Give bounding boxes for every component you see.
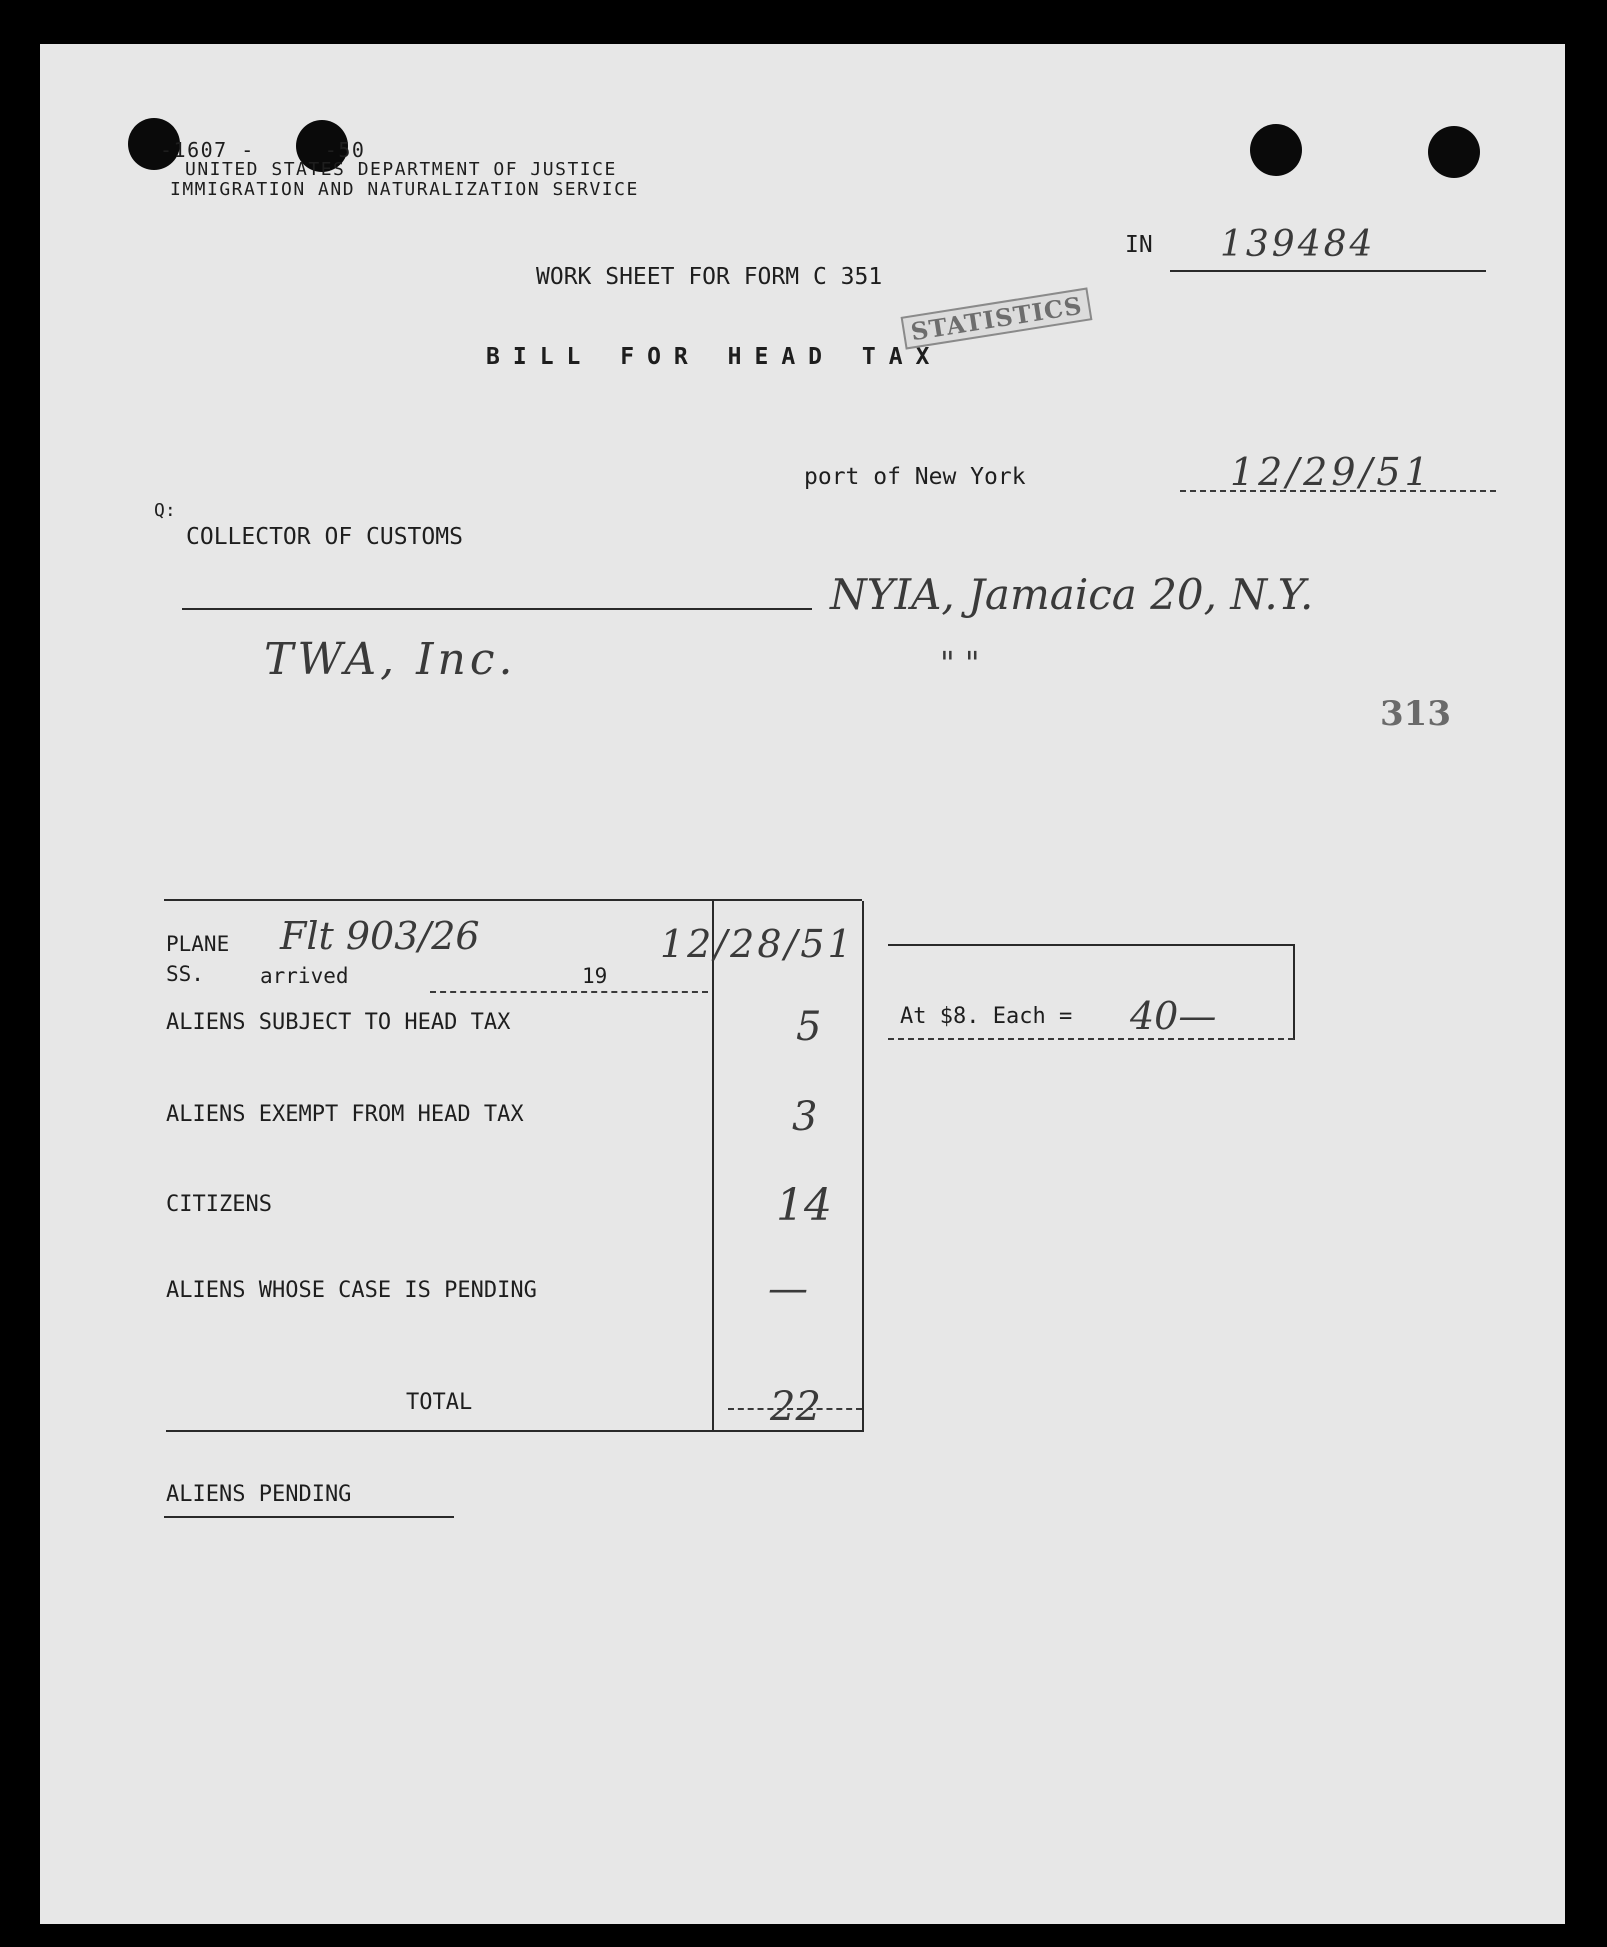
document-page (40, 44, 1565, 1924)
row-value-subject: 5 (796, 1004, 822, 1050)
year-prefix: 19 (582, 964, 608, 988)
addressee: COLLECTOR OF CUSTOMS (186, 524, 463, 550)
page-number: 313 (1380, 694, 1451, 734)
date-underline (1180, 490, 1496, 492)
rate-amount: 40— (1130, 994, 1217, 1038)
serial-number: 139484 (1220, 224, 1376, 265)
ss-label: SS. (166, 962, 204, 986)
serial-prefix: IN (1125, 232, 1153, 258)
row-label-exempt: ALIENS EXEMPT FROM HEAD TAX (166, 1102, 524, 1127)
form-ref-suffix: -50 (324, 138, 366, 162)
row-label-pending: ALIENS WHOSE CASE IS PENDING (166, 1278, 537, 1303)
ditto-marks: " " (940, 644, 980, 682)
arrival-date: 12/28/51 (660, 922, 855, 966)
table-right-edge (862, 901, 864, 1431)
form-reference (160, 140, 365, 160)
plane-label: PLANE (166, 932, 230, 956)
aliens-pending-label: ALIENS PENDING (166, 1482, 352, 1507)
port-label: port of New York (804, 464, 1026, 490)
punch-hole-right-2 (1428, 126, 1480, 178)
to-label: Q: (154, 500, 176, 521)
agency-line-2: IMMIGRATION AND NATURALIZATION SERVICE (170, 179, 639, 200)
rate-box-right (1293, 944, 1295, 1040)
rate-box-bottom (888, 1038, 1294, 1040)
customs-location: NYIA, Jamaica 20, N.Y. (830, 570, 1314, 619)
table-divider (712, 901, 714, 1431)
statistics-stamp: STATISTICS (901, 287, 1093, 349)
table-bottom-rule (166, 1430, 864, 1432)
rate-box-top (888, 944, 1294, 946)
serial-underline (1170, 270, 1486, 272)
total-label: TOTAL (406, 1390, 473, 1415)
arrived-label: arrived (260, 964, 349, 988)
rate-label: At $8. Each = (900, 1004, 1073, 1029)
arrival-underline (430, 991, 708, 993)
table-top-rule (164, 899, 862, 901)
punch-hole-right-1 (1250, 124, 1302, 176)
agency-line-1: UNITED STATES DEPARTMENT OF JUSTICE (185, 159, 617, 180)
aliens-pending-underline (164, 1516, 454, 1518)
bill-date: 12/29/51 (1230, 450, 1433, 494)
bill-title: BILL FOR HEAD TAX (486, 344, 943, 370)
row-value-pending: — (768, 1266, 808, 1312)
total-value: 22 (770, 1384, 821, 1430)
form-ref-fragment: -1607 - (160, 138, 255, 162)
row-value-exempt: 3 (792, 1094, 818, 1140)
addressee-underline (182, 608, 812, 610)
row-value-citizens: 14 (776, 1180, 832, 1231)
flight-number: Flt 903/26 (280, 914, 480, 958)
row-label-subject: ALIENS SUBJECT TO HEAD TAX (166, 1010, 511, 1035)
worksheet-title: WORK SHEET FOR FORM C 351 (536, 264, 883, 290)
carrier-name: TWA, Inc. (264, 634, 517, 685)
row-label-citizens: CITIZENS (166, 1192, 272, 1217)
